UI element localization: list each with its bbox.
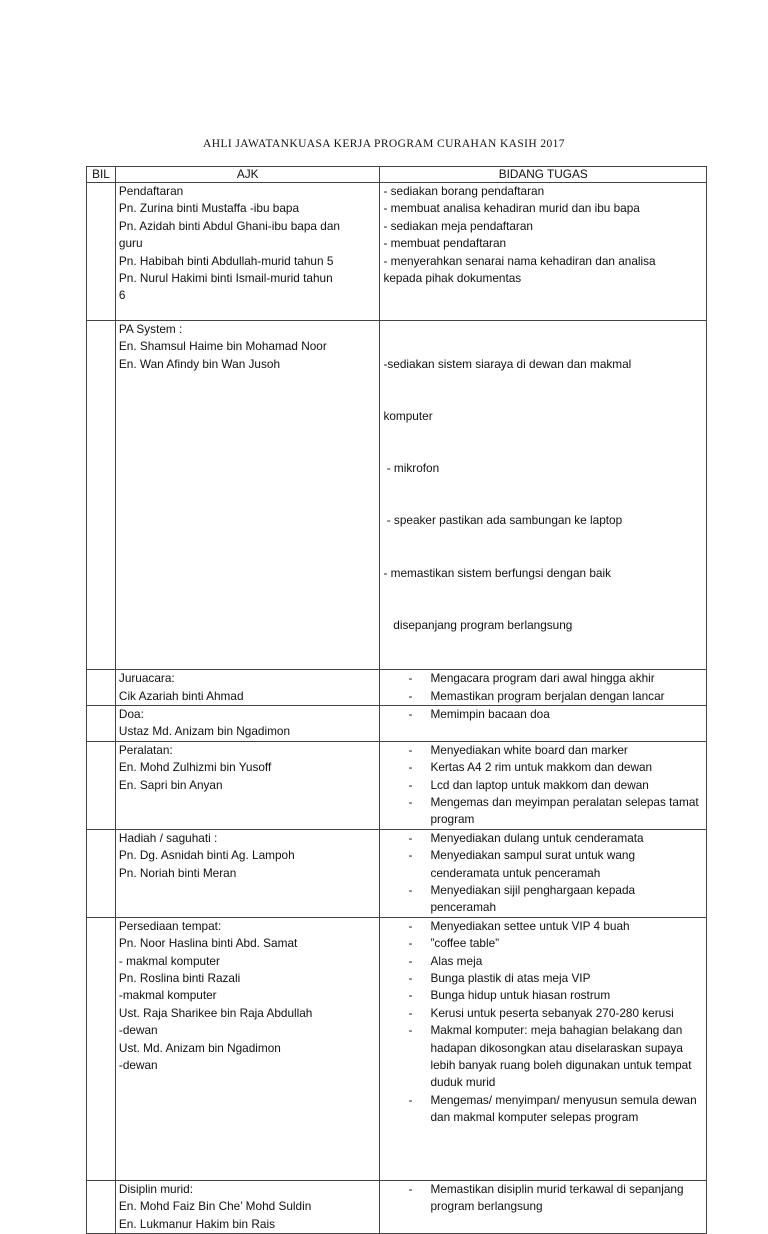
task-item: - Kertas A4 2 rim untuk makkom dan dewan bbox=[383, 759, 703, 776]
task-line: - mikrofon bbox=[383, 461, 440, 476]
bidang-cell bbox=[380, 705, 707, 741]
task-item: - Kerusi untuk peserta sebanyak 270-280 kerusi bbox=[383, 1005, 703, 1022]
ajk-cell bbox=[115, 741, 380, 829]
ajk-line: Pn. Noor Haslina binti Abd. Samat bbox=[118, 936, 298, 951]
ajk-line: Pendaftaran bbox=[118, 184, 184, 198]
bil-cell bbox=[87, 1180, 116, 1233]
bidang-cell bbox=[380, 741, 707, 829]
bil-cell bbox=[87, 183, 116, 321]
ajk-line: En. Lukmanur Hakim bin Rais bbox=[118, 1216, 275, 1231]
ajk-line: En. Mohd Faiz Bin Che’ Mohd Suldin bbox=[118, 1199, 312, 1214]
task-item: - Memastikan disiplin murid terkawal di sepanjang program berlangsung bbox=[383, 1181, 703, 1216]
ajk-line: -dewan bbox=[118, 1058, 158, 1073]
bidang-cell bbox=[380, 670, 707, 706]
ajk-cell bbox=[115, 1180, 380, 1233]
task-item: - Memastikan program berjalan dengan lancar bbox=[383, 688, 703, 705]
ajk-line: Peralatan: bbox=[118, 742, 173, 757]
header-bil: BIL bbox=[87, 167, 116, 183]
ajk-line: -makmal komputer bbox=[118, 988, 217, 1003]
document-title: AHLI JAWATANKUASA KERJA PROGRAM CURAHAN KASIH 2017 bbox=[203, 138, 565, 150]
ajk-cell bbox=[115, 829, 380, 917]
ajk-line: Ustaz Md. Anizam bin Ngadimon bbox=[118, 724, 291, 739]
ajk-line: Pn. Zurina binti Mustaffa -ibu bapa bbox=[118, 201, 300, 216]
task-line: komputer bbox=[383, 409, 433, 424]
ajk-line: Juruacara: bbox=[118, 671, 175, 686]
task-item: - Menyediakan sijil penghargaan kepada penceramah bbox=[383, 882, 703, 917]
task-item: - Makmal komputer: meja bahagian belakang dan hadapan dikosongkan atau diselaraskan supaya lebih banyak ruang boleh digunakan untuk tempat duduk murid bbox=[383, 1022, 703, 1092]
task-line: - sediakan meja pendaftaran bbox=[383, 218, 533, 233]
ajk-line: -dewan bbox=[118, 1023, 158, 1038]
task-line: - memastikan sistem berfungsi dengan baik bbox=[383, 565, 611, 580]
ajk-line: Pn. Azidah binti Abdul Ghani-ibu bapa dan bbox=[118, 218, 340, 233]
ajk-line: Pn. Habibah binti Abdullah-murid tahun 5 bbox=[118, 253, 334, 268]
task-item: - Memimpin bacaan doa bbox=[383, 706, 703, 723]
task-item: - Menyediakan dulang untuk cenderamata bbox=[383, 830, 703, 847]
bil-cell bbox=[87, 741, 116, 829]
ajk-line: Doa: bbox=[118, 706, 144, 721]
table-header-row bbox=[87, 167, 707, 183]
ajk-line: Persediaan tempat: bbox=[118, 918, 222, 933]
bil-cell bbox=[87, 321, 116, 670]
ajk-cell bbox=[115, 183, 380, 321]
table-row bbox=[87, 321, 707, 670]
ajk-line: Ust. Raja Sharikee bin Raja Abdullah bbox=[118, 1005, 313, 1020]
task-line: -sediakan sistem siaraya di dewan dan makmal bbox=[383, 356, 632, 371]
ajk-line: PA System : bbox=[118, 322, 183, 336]
task-item: - Bunga hidup untuk hiasan rostrum bbox=[383, 987, 703, 1004]
ajk-line: Pn. Dg. Asnidah binti Ag. Lampoh bbox=[118, 848, 295, 863]
bil-cell bbox=[87, 705, 116, 741]
task-line: - membuat analisa kehadiran murid dan ibu bapa bbox=[383, 201, 640, 216]
ajk-line: Hadiah / saguhati : bbox=[118, 830, 218, 845]
ajk-line: Pn. Noriah binti Meran bbox=[118, 865, 237, 880]
task-item: - Lcd dan laptop untuk makkom dan dewan bbox=[383, 777, 703, 794]
table-row bbox=[87, 670, 707, 706]
ajk-cell bbox=[115, 321, 380, 670]
ajk-cell bbox=[115, 917, 380, 1180]
header-ajk: AJK bbox=[115, 167, 380, 183]
bidang-cell bbox=[380, 1180, 707, 1233]
table-row bbox=[87, 183, 707, 321]
ajk-line: 6 bbox=[118, 288, 126, 303]
table-row bbox=[87, 829, 707, 917]
ajk-line: guru bbox=[118, 236, 143, 251]
task-line: kepada pihak dokumentas bbox=[383, 271, 522, 286]
ajk-cell bbox=[115, 670, 380, 706]
ajk-line: En. Mohd Zulhizmi bin Yusoff bbox=[118, 760, 272, 775]
task-line: - menyerahkan senarai nama kehadiran dan analisa bbox=[383, 253, 656, 268]
committee-table bbox=[86, 166, 707, 1234]
bidang-cell bbox=[380, 321, 707, 670]
ajk-line: En. Sapri bin Anyan bbox=[118, 777, 223, 792]
table-row bbox=[87, 741, 707, 829]
ajk-line: Pn. Roslina binti Razali bbox=[118, 971, 241, 986]
ajk-cell bbox=[115, 705, 380, 741]
task-item: - Mengemas/ menyimpan/ menyusun semula dewan dan makmal komputer selepas program bbox=[383, 1092, 703, 1127]
task-item: - ”coffee table” bbox=[383, 935, 703, 952]
bil-cell bbox=[87, 917, 116, 1180]
ajk-line: Ust. Md. Anizam bin Ngadimon bbox=[118, 1040, 281, 1055]
ajk-line: Disiplin murid: bbox=[118, 1181, 193, 1196]
ajk-line: Cik Azariah binti Ahmad bbox=[118, 688, 244, 703]
task-item: - Mengacara program dari awal hingga akhir bbox=[383, 670, 703, 687]
table-row bbox=[87, 917, 707, 1180]
ajk-line: En. Shamsul Haime bin Mohamad Noor bbox=[118, 339, 327, 354]
task-item: - Menyediakan settee untuk VIP 4 buah bbox=[383, 918, 703, 935]
bidang-cell bbox=[380, 829, 707, 917]
task-line: disepanjang program berlangsung bbox=[383, 617, 573, 632]
bidang-cell bbox=[380, 917, 707, 1180]
task-item: - Alas meja bbox=[383, 953, 703, 970]
task-item: - Bunga plastik di atas meja VIP bbox=[383, 970, 703, 987]
bil-cell bbox=[87, 670, 116, 706]
table-row bbox=[87, 705, 707, 741]
task-item: - Menyediakan sampul surat untuk wang cenderamata untuk penceramah bbox=[383, 847, 703, 882]
task-line: - speaker pastikan ada sambungan ke laptop bbox=[383, 513, 623, 528]
task-item: - Mengemas dan meyimpan peralatan selepas tamat program bbox=[383, 794, 703, 829]
task-line: - sediakan borang pendaftaran bbox=[383, 184, 545, 198]
bil-cell bbox=[87, 829, 116, 917]
ajk-line: - makmal komputer bbox=[118, 953, 220, 968]
header-bidang-tugas: BIDANG TUGAS bbox=[380, 167, 707, 183]
table-row bbox=[87, 1180, 707, 1233]
task-item: - Menyediakan white board dan marker bbox=[383, 742, 703, 759]
ajk-line: En. Wan Afindy bin Wan Jusoh bbox=[118, 356, 281, 371]
bidang-cell bbox=[380, 183, 707, 321]
ajk-line: Pn. Nurul Hakimi binti Ismail-murid tahun bbox=[118, 271, 333, 286]
task-line: - membuat pendaftaran bbox=[383, 236, 507, 251]
